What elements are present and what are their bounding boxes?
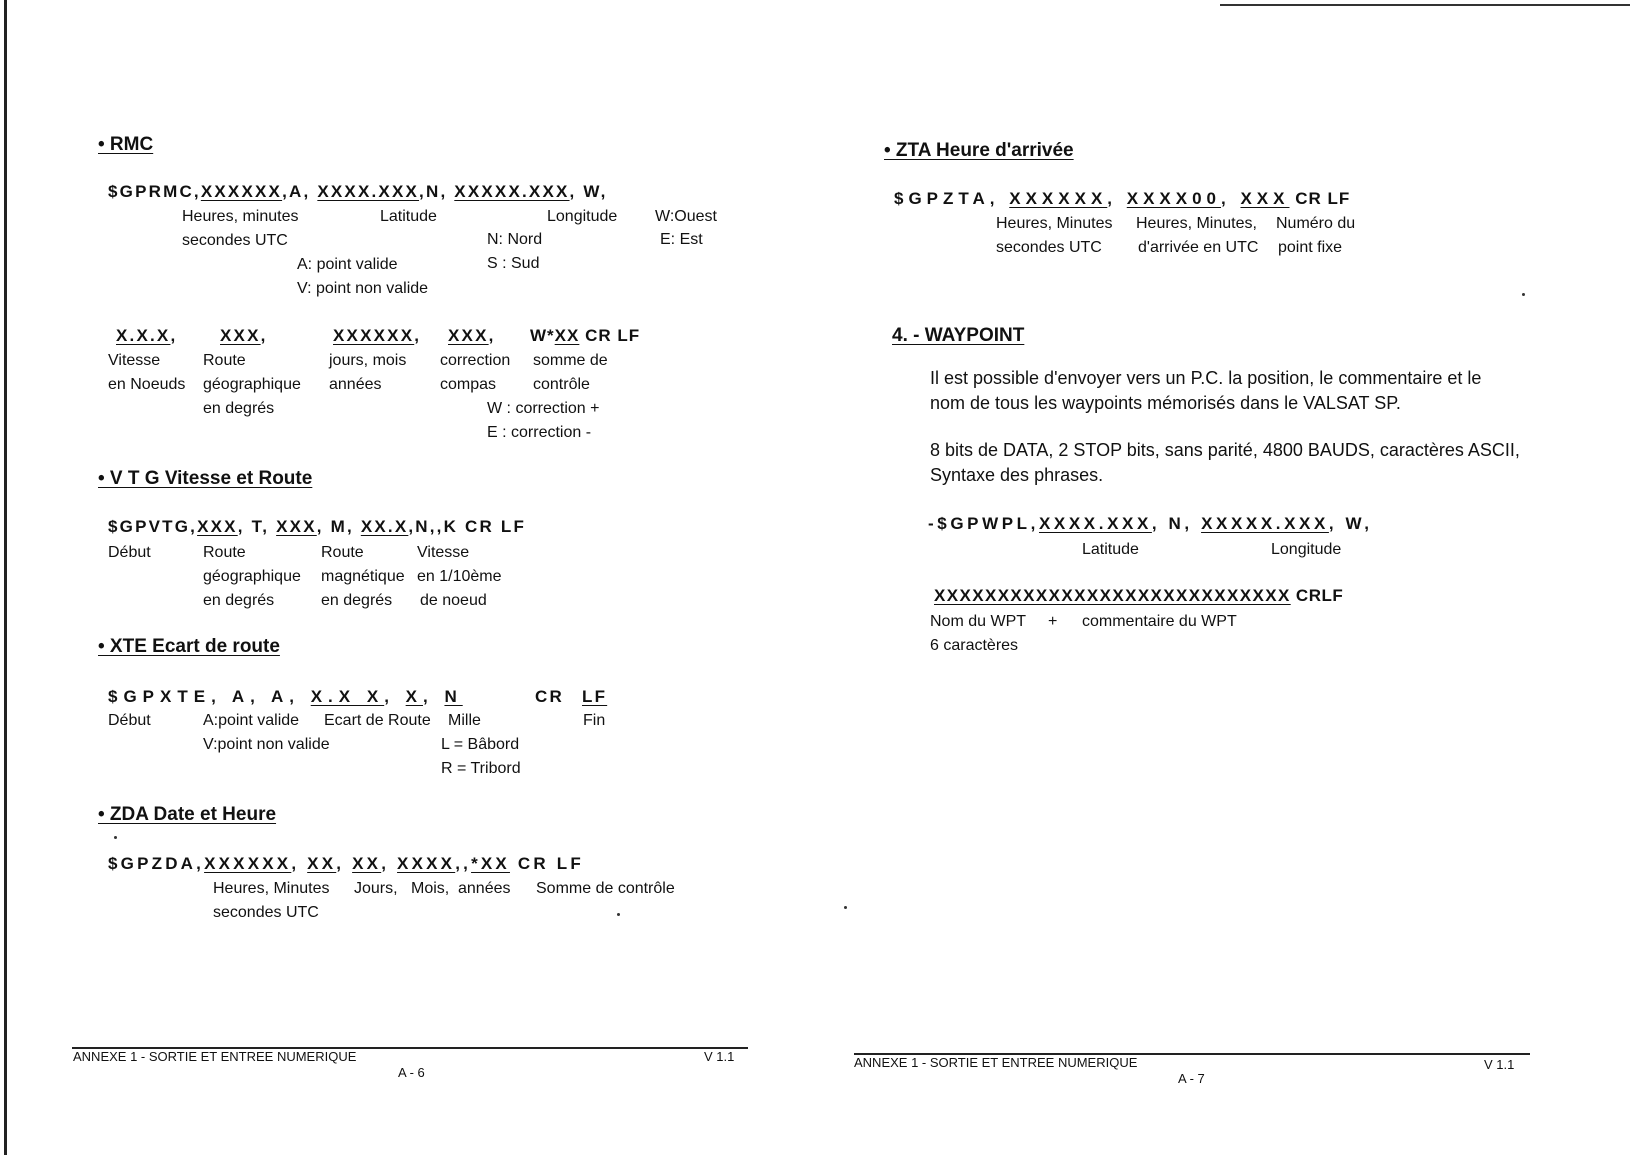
xte-code-field: LF [582, 687, 608, 706]
rmc-label: jours, mois [329, 352, 407, 369]
xte-code-line: $GPXTE, A, A, X.X X, X, N [108, 687, 463, 706]
rmc-label: somme de [533, 352, 608, 369]
rmc-label: V: point non valide [297, 280, 429, 297]
xte-heading: • XTE Ecart de route [98, 636, 280, 657]
wpl-code-line: -$GPWPL,XXXX.XXX, N, XXXXX.XXX, W, [928, 514, 1373, 533]
rmc-label: compas [440, 376, 497, 393]
wpl-label: + [1048, 613, 1058, 630]
speck [844, 906, 847, 909]
rmc-code-field: XXXXXX, [333, 326, 422, 345]
wpl-label: Latitude [1082, 541, 1139, 558]
zda-label: Mois, [411, 880, 450, 897]
zda-label: Somme de contrôle [536, 880, 675, 897]
footer-version: V 1.1 [1484, 1057, 1515, 1072]
xte-label: Ecart de Route [324, 712, 431, 729]
vtg-label: magnétique [321, 568, 405, 585]
zta-label: secondes UTC [996, 239, 1102, 256]
wpl-label: 6 caractères [930, 637, 1019, 654]
vtg-heading: • V T G Vitesse et Route [98, 468, 313, 489]
rmc-label: N: Nord [487, 231, 543, 248]
xte-label: V:point non valide [203, 736, 330, 753]
rmc-label: Route [203, 352, 246, 369]
wpl-label: Nom du WPT [930, 613, 1027, 630]
rmc-label: W : correction + [487, 400, 600, 417]
rmc-heading: • RMC [98, 134, 154, 155]
rmc-label: W:Ouest [655, 208, 717, 225]
wpl-name-code-line: XXXXXXXXXXXXXXXXXXXXXXXXXXXX CRLF [934, 586, 1344, 605]
zta-code-line: $GPZTA, XXXXXX, XXXX00, XXX CR LF [894, 189, 1351, 208]
zta-label: Heures, Minutes, [1136, 215, 1257, 232]
zta-heading: • ZTA Heure d'arrivée [884, 140, 1074, 161]
waypoint-paragraph-1: Il est possible d'envoyer vers un P.C. la position, le commentaire et le nom de tous les waypoints mémorisés dans le VALSAT SP. [930, 368, 1482, 413]
wpl-label: commentaire du WPT [1082, 613, 1237, 630]
footer-page-number: A - 6 [398, 1065, 425, 1080]
rmc-label: correction [440, 352, 511, 369]
vtg-label: Début [108, 544, 151, 561]
zda-label: années [458, 880, 511, 897]
xte-label: Fin [583, 712, 606, 729]
footer-title: ANNEXE 1 - SORTIE ET ENTREE NUMERIQUE [854, 1055, 1138, 1070]
rmc-code-field: XXX, [220, 326, 268, 345]
zta-label: Numéro du [1276, 215, 1356, 232]
vtg-label: géographique [203, 568, 301, 585]
xte-label: R = Tribord [441, 760, 521, 777]
zta-label: point fixe [1278, 239, 1343, 256]
rmc-label: en degrés [203, 400, 275, 417]
rmc-label: en Noeuds [108, 376, 186, 393]
rmc-label: contrôle [533, 376, 590, 393]
zda-label: Heures, Minutes [213, 880, 330, 897]
waypoint-heading: 4. - WAYPOINT [892, 325, 1025, 346]
vtg-label: Route [203, 544, 246, 561]
rmc-label: Latitude [380, 208, 437, 225]
xte-label: L = Bâbord [441, 736, 520, 753]
rmc-label: E : correction - [487, 424, 592, 441]
vtg-label: en 1/10ème [417, 568, 502, 585]
zda-label: Jours, [354, 880, 398, 897]
footer-title: ANNEXE 1 - SORTIE ET ENTREE NUMERIQUE [73, 1049, 357, 1064]
speck [1522, 293, 1525, 296]
xte-label: A:point valide [203, 712, 300, 729]
rmc-label: secondes UTC [182, 232, 288, 249]
rmc-label: géographique [203, 376, 301, 393]
rmc-label: Longitude [547, 208, 618, 225]
footer-page-number: A - 7 [1178, 1071, 1205, 1086]
vtg-code-line: $GPVTG,XXX, T, XXX, M, XX.X,N,,K CR LF [108, 517, 527, 536]
wpl-label: Longitude [1271, 541, 1342, 558]
rmc-label: Heures, minutes [182, 208, 299, 225]
xte-label: Mille [448, 712, 481, 729]
rmc-label: années [329, 376, 382, 393]
xte-code-field: CR [535, 687, 564, 706]
rmc-label: A: point valide [297, 256, 398, 273]
waypoint-paragraph-2: 8 bits de DATA, 2 STOP bits, sans parité, 4800 BAUDS, caractères ASCII, Syntaxe des phrases. [930, 440, 1520, 485]
speck [114, 836, 117, 839]
vtg-label: Route [321, 544, 364, 561]
rmc-code-field: W*XX CR LF [530, 326, 641, 345]
rmc-label: E: Est [660, 231, 703, 248]
zda-heading: • ZDA Date et Heure [98, 804, 277, 825]
rmc-label: S : Sud [487, 255, 540, 272]
vtg-label: en degrés [203, 592, 275, 609]
vtg-label: de noeud [420, 592, 487, 609]
rmc-code-field: XXX, [448, 326, 496, 345]
vtg-label: Vitesse [417, 544, 470, 561]
zda-label: secondes UTC [213, 904, 319, 921]
rmc-code-line: $GPRMC,XXXXXX,A, XXXX.XXX,N, XXXXX.XXX, W, [108, 182, 608, 201]
xte-label: Début [108, 712, 151, 729]
rmc-code-line-2: X.X.X, [116, 326, 178, 345]
zta-label: Heures, Minutes [996, 215, 1113, 232]
vtg-label: en degrés [321, 592, 393, 609]
zda-code-line: $GPZDA,XXXXXX, XX, XX, XXXX,,*XX CR LF [108, 854, 584, 873]
page-right [816, 0, 1632, 1175]
zta-label: d'arrivée en UTC [1138, 239, 1259, 256]
footer-version: V 1.1 [704, 1049, 735, 1064]
speck [617, 913, 620, 916]
rmc-label: Vitesse [108, 352, 161, 369]
